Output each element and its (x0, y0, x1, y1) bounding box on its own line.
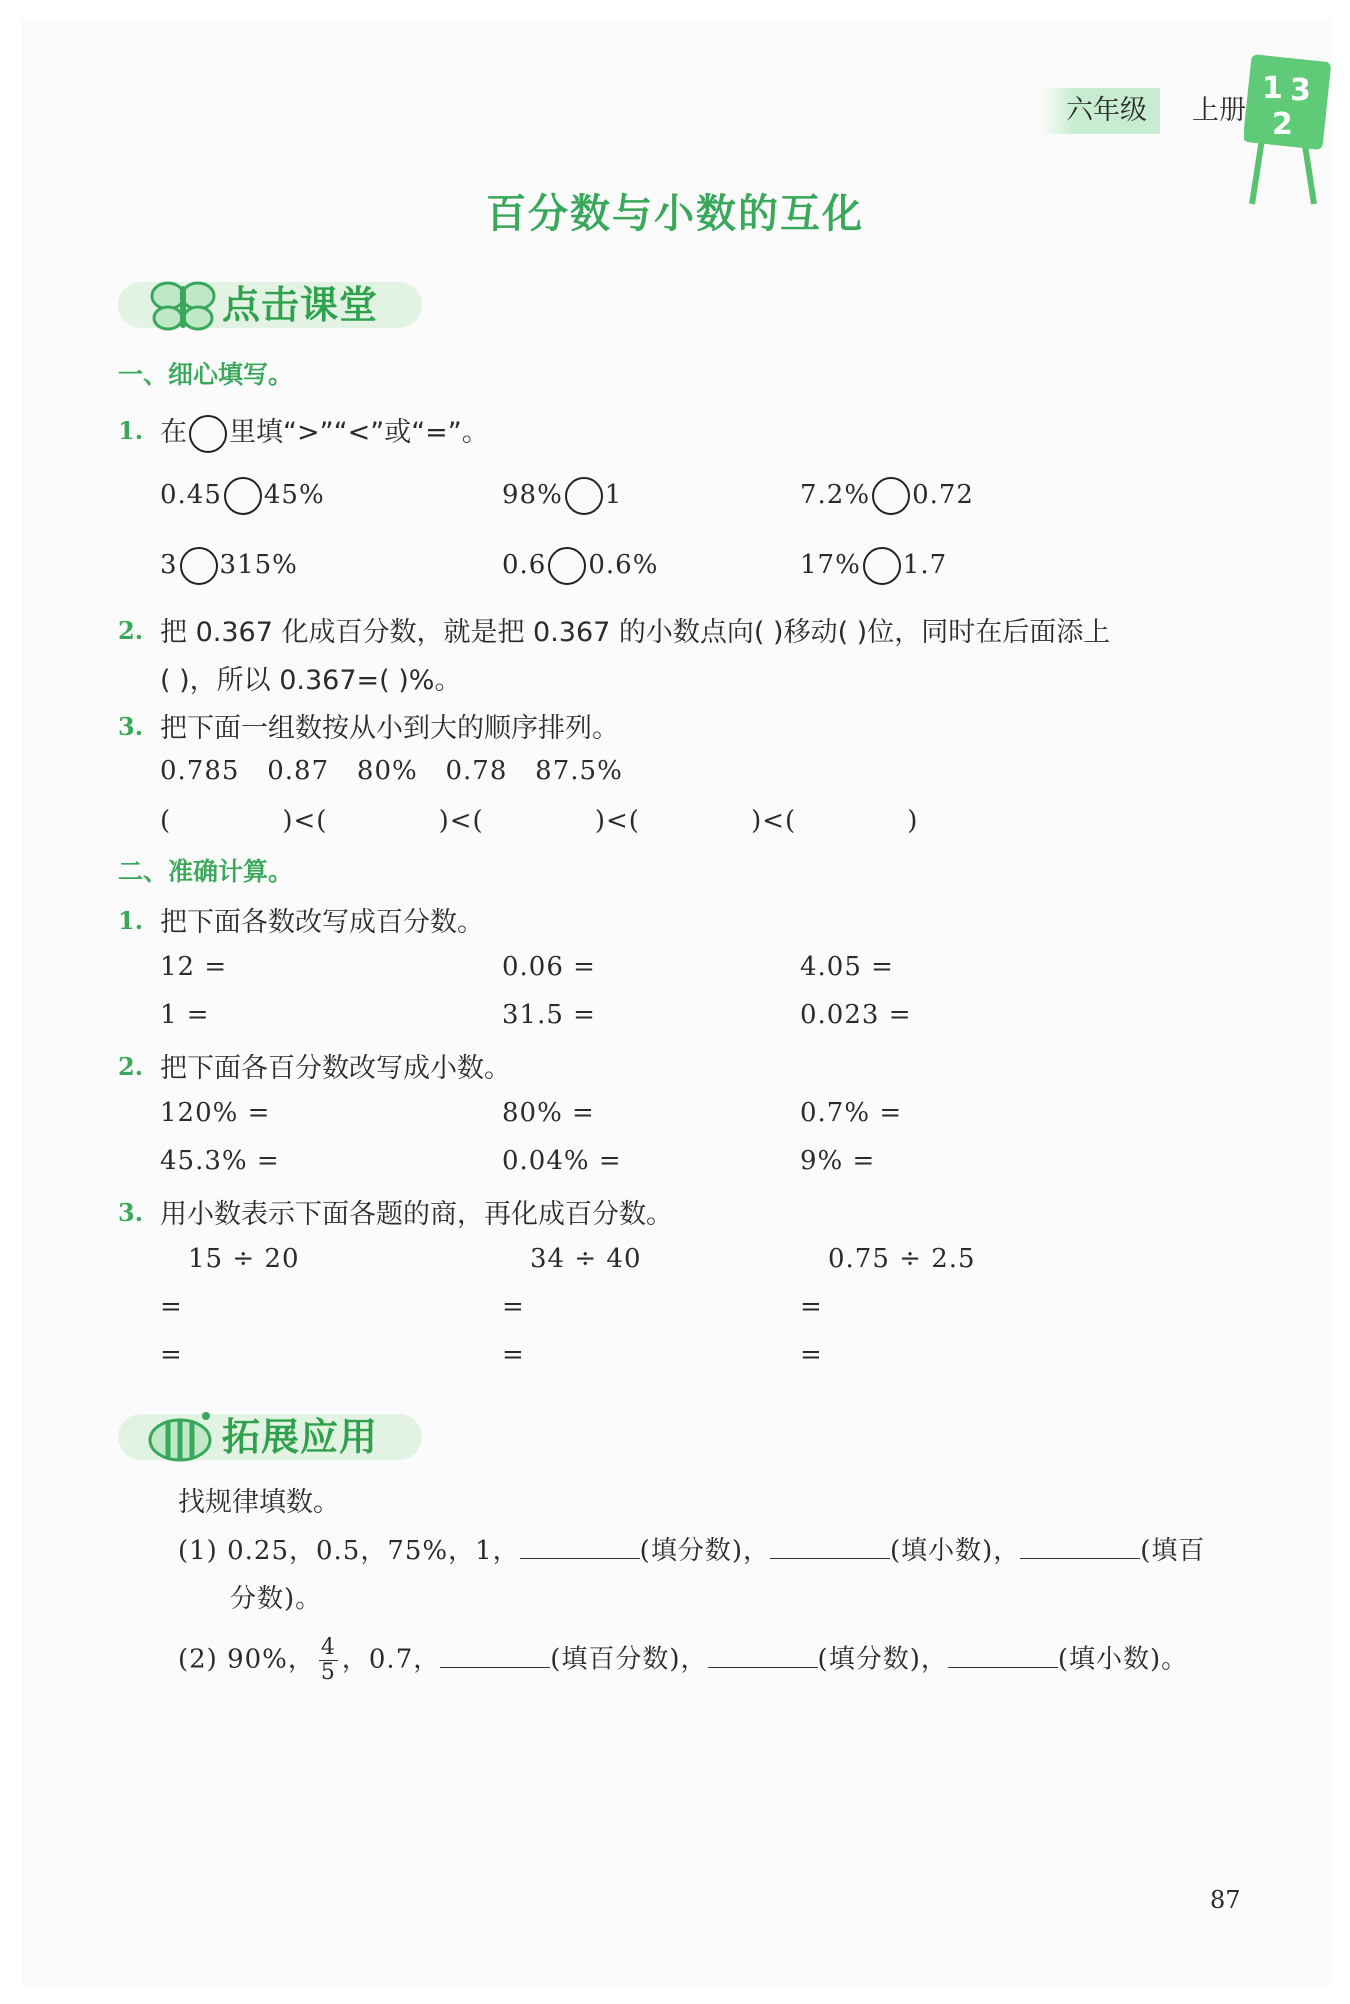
s2-q2-item: 0.7% = (800, 1098, 903, 1128)
compare-item: 7.2% 0.72 (800, 477, 974, 515)
s2-q1-item: 4.05 = (800, 952, 894, 982)
grade-label: 六年级 (1040, 88, 1160, 134)
section1-heading: 一、细心填写。 (118, 360, 294, 389)
answer-blank[interactable] (440, 1640, 550, 1668)
page-title: 百分数与小数的互化 (486, 191, 864, 237)
s2-q2-item: 120% = (160, 1098, 271, 1128)
s2-q3-eq: = (502, 1292, 525, 1322)
answer-blank[interactable] (1020, 1531, 1140, 1559)
s2-q3-eq: = (160, 1340, 183, 1370)
s2-q1-item: 1 = (160, 1000, 210, 1030)
example-circle-icon (189, 415, 227, 453)
compare-circle[interactable] (872, 477, 910, 515)
s2-q3-expr: 0.75 ÷ 2.5 (828, 1244, 976, 1274)
s1-q1-text-before: 在 (160, 417, 187, 448)
compare-item: 98% 1 (502, 477, 622, 515)
compare-circle[interactable] (863, 547, 901, 585)
s2-q2-text: 把下面各百分数改写成小数。 (160, 1053, 511, 1084)
s2-q3-eq: = (502, 1340, 525, 1370)
answer-blank[interactable] (520, 1531, 640, 1559)
bee-icon (140, 1408, 220, 1466)
s2-q3-eq: = (800, 1340, 823, 1370)
compare-circle[interactable] (565, 477, 603, 515)
s1-q3-number: 3. (118, 712, 144, 741)
banner-classroom (118, 276, 422, 334)
extension-problem-2: (2) 90%， $\frac{4}{5}$ ，0.7， (填百分数)， (填分数)， (填小数)。 (178, 1635, 1189, 1685)
corner-digit-2: 2 (1272, 107, 1293, 142)
s2-q2-item: 0.04% = (502, 1146, 622, 1176)
compare-circle[interactable] (224, 477, 262, 515)
volume-label: 上册 (1192, 95, 1246, 126)
extension-problem-1-cont: 分数)。 (230, 1584, 323, 1614)
s2-q1-number: 1. (118, 906, 144, 935)
s2-q3-eq: = (160, 1292, 183, 1322)
s2-q3-text: 用小数表示下面各题的商，再化成百分数。 (160, 1199, 673, 1230)
s2-q2-item: 9% = (800, 1146, 876, 1176)
s2-q3-number: 3. (118, 1198, 144, 1227)
banner-extension (118, 1408, 422, 1466)
compare-circle[interactable] (180, 547, 218, 585)
s1-q2-line2: ( )，所以 0.367=( )%。 (160, 665, 462, 696)
s1-q2-line1: 把 0.367 化成百分数，就是把 0.367 的小数点向( )移动( )位，同时在后面添上 (160, 617, 1111, 648)
compare-item: 0.6 0.6% (502, 547, 658, 585)
s2-q2-number: 2. (118, 1052, 144, 1081)
answer-blank[interactable] (948, 1640, 1058, 1668)
s1-q1-text-after: 里填“>”“<”或“=”。 (229, 417, 489, 448)
corner-digit-1: 1 (1262, 71, 1283, 106)
s2-q1-item: 31.5 = (502, 1000, 596, 1030)
compare-circle[interactable] (548, 547, 586, 585)
s1-q1-prompt (160, 410, 489, 453)
s1-q1-number: 1. (118, 416, 144, 445)
s1-q3-slots: ( )<( )<( )<( )<( ) (160, 806, 919, 836)
s2-q1-item: 12 = (160, 952, 228, 982)
compare-item: 3 315% (160, 547, 298, 585)
s2-q1-item: 0.06 = (502, 952, 596, 982)
extension-problem-1: (1) 0.25，0.5，75%，1， (填分数)， (填小数)， (填百 (178, 1530, 1205, 1567)
page-number: 87 (1210, 1886, 1241, 1914)
banner-extension-label: 拓展应用 (222, 1415, 379, 1459)
fraction: $\frac{4}{5}$ (320, 1635, 336, 1685)
s2-q3-expr: 34 ÷ 40 (530, 1244, 642, 1274)
s2-q2-item: 80% = (502, 1098, 595, 1128)
s2-q3-eq: = (800, 1292, 823, 1322)
section2-heading: 二、准确计算。 (118, 857, 294, 886)
s1-q3-numbers: 0.785 0.87 80% 0.78 87.5% (160, 756, 623, 786)
s2-q2-item: 45.3% = (160, 1146, 280, 1176)
s1-q3-text: 把下面一组数按从小到大的顺序排列。 (160, 713, 619, 744)
corner-digit-3: 3 (1290, 73, 1311, 108)
s2-q1-text: 把下面各数改写成百分数。 (160, 907, 484, 938)
s1-q2-number: 2. (118, 616, 144, 645)
compare-item: 17% 1.7 (800, 547, 947, 585)
answer-blank[interactable] (708, 1640, 818, 1668)
extension-intro: 找规律填数。 (178, 1487, 340, 1518)
s2-q1-item: 0.023 = (800, 1000, 912, 1030)
butterfly-icon (144, 276, 224, 334)
answer-blank[interactable] (770, 1531, 890, 1559)
banner-classroom-label: 点击课堂 (222, 283, 379, 327)
compare-item: 0.45 45% (160, 477, 325, 515)
s2-q3-expr: 15 ÷ 20 (188, 1244, 300, 1274)
